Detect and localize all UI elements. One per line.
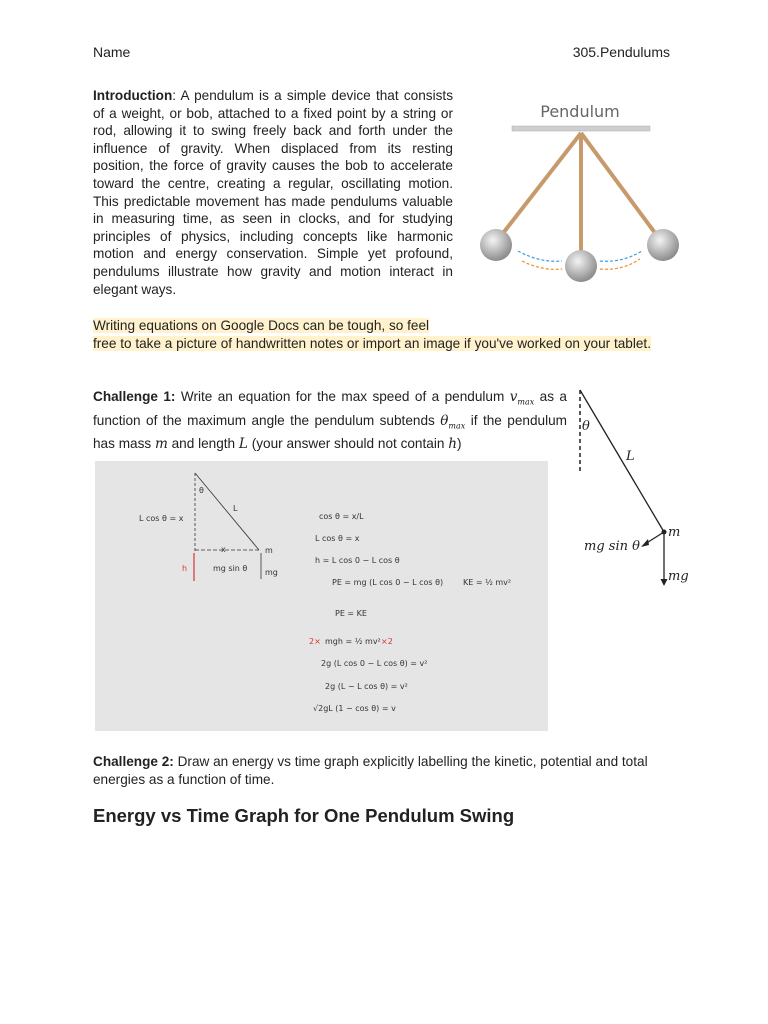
hw-mass: m [265,546,273,555]
challenge-1 [93,388,567,454]
challenge-1-text: ) [456,436,462,452]
diagram-mg: mg [668,569,689,584]
name-label: Name [93,44,131,60]
google-docs-note [93,317,675,353]
force-diagram [570,385,710,595]
hw-mg-sin: mg sin θ [213,564,248,573]
diagram-mass: m [668,525,681,540]
graph-title: Energy vs Time Graph for One Pendulum Swing [93,805,515,826]
m-symbol: m [154,436,168,453]
hw-eq-7: 2g (L cos 0 − L cos θ) = v² [321,659,428,668]
theta-symbol: θ [440,412,449,429]
hw-eq-5: PE = KE [335,609,367,618]
handwritten-notes-image [95,461,548,731]
intro-text: : A pendulum is a simple device that consists of a weight, or bob, attached to a fixed point by a string or rod, allowing it to swing freely back and forth under the influence of gravity. When displaced from its resting position, the force of gravity causes the bob to accelerate toward the centre, creating a regular, oscillating motion. This predictable movement has made pendulums valuable in measuring time, as seen in clocks, and for studying principles of physics, including concepts like harmonic motion and energy conservation. Simple yet profound, pendulums illustrate how gravity and motion interact in elegant ways. [93,88,453,297]
left-string [500,133,581,237]
hw-eq-6-pre: 2× [309,637,321,646]
challenge-1-text: Write an equation for the max speed of a pendulum [175,389,510,404]
hw-mg: mg [265,568,278,577]
l-symbol: L [238,436,248,453]
hw-lcos-label: L cos θ = x [139,514,184,523]
right-bob [647,229,679,261]
challenge-1-text: if the pendulum has mass [93,412,567,452]
hw-theta: θ [199,486,204,495]
challenge-1-text: and length [167,436,239,452]
diagram-mg-sin: mg sin θ [584,539,640,554]
note-line-1: Writing equations on Google Docs can be tough, so feel [93,318,430,333]
right-string [581,133,658,237]
hw-eq-9: √2gL (1 − cos θ) = v [313,704,396,713]
challenge-1-label: Challenge 1: [93,389,176,404]
intro-label: Introduction [93,88,173,103]
hw-x: x [221,545,226,554]
challenge-2 [93,753,675,789]
note-line-2: free to take a picture of handwritten notes or import an image if you've worked on your tablet. [93,335,651,351]
hw-eq-3: h = L cos 0 − L cos θ [315,556,400,565]
hw-eq-8: 2g (L − L cos θ) = v² [325,682,408,691]
hw-height: h [182,564,188,573]
hw-length: L [233,504,238,513]
notes-background [95,461,548,731]
diagram-length: L [626,449,635,464]
doc-code: 305.Pendulums [572,44,670,60]
hw-eq-4: PE = mg (L cos 0 − L cos θ) [332,578,444,587]
challenge-1-text: as a function of the maximum angle the pendulum subtends [93,389,567,428]
v-subscript: max [517,397,535,407]
theta-subscript: max [448,421,466,431]
challenge-2-text: Draw an energy vs time graph explicitly labelling the kinetic, potential and total energies as a function of time. [93,754,648,787]
left-bob [480,229,512,261]
pendulum-illustration [470,95,690,295]
hw-eq-4b: KE = ½ mv² [463,578,512,587]
introduction-paragraph [93,87,453,298]
h-symbol: h [448,436,457,453]
hw-eq-1: cos θ = x/L [319,512,364,521]
challenge-1-text: (your answer should not contain [247,436,449,452]
hw-eq-6-post: ×2 [381,637,393,646]
middle-bob [565,250,597,282]
challenge-2-label: Challenge 2: [93,754,174,769]
hw-eq-2: L cos θ = x [315,534,360,543]
diagram-theta: θ [582,419,590,434]
pendulum-rod [580,390,664,532]
pendulum-title: Pendulum [540,102,620,121]
hw-eq-6: mgh = ½ mv² [325,637,381,646]
v-symbol: v [509,389,518,405]
